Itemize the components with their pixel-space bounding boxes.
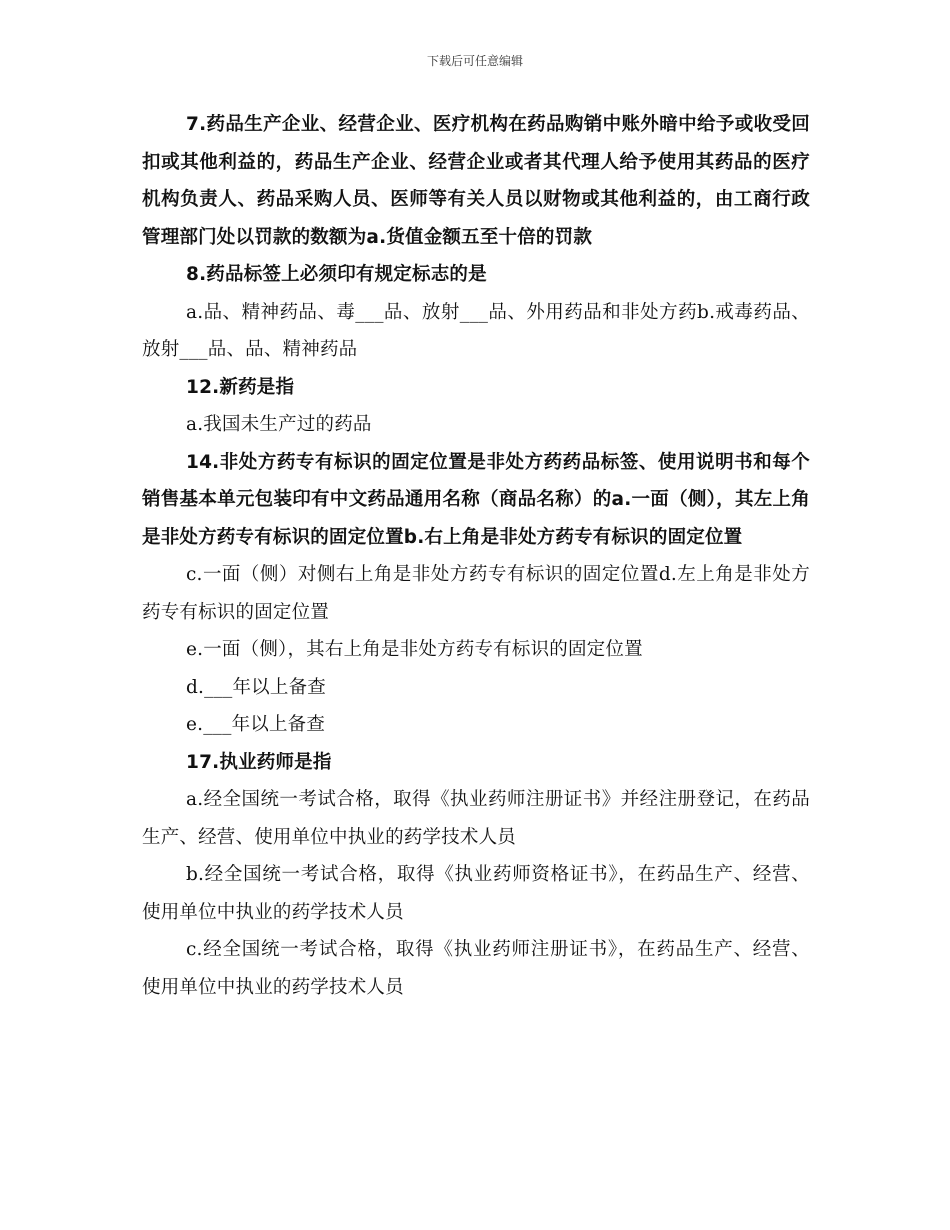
question-8: 8.药品标签上必须印有规定标志的是	[186, 264, 487, 285]
answer-8: a.品、精神药品、毒___品、放射___品、外用药品和非处方药b.戒毒药品、放射___品、品、精神药品	[142, 301, 810, 360]
answer-14-e: e.一面（侧），其右上角是非处方药专有标识的固定位置	[186, 639, 643, 660]
answer-17-a: a.经全国统一考试合格，取得《执业药师注册证书》并经注册登记，在药品生产、经营、使用单位中执业的药学技术人员	[142, 789, 810, 848]
page-header: 下载后可任意编辑	[426, 54, 523, 68]
answer-17-c: c.经全国统一考试合格，取得《执业药师注册证书》，在药品生产、经营、使用单位中执业的药学技术人员	[142, 939, 810, 998]
document-body	[142, 106, 810, 1006]
answer-14-c-d: c.一面（侧）对侧右上角是非处方药专有标识的固定位置d.左上角是非处方药专有标识的固定位置	[142, 564, 810, 623]
question-12: 12.新药是指	[186, 376, 295, 398]
option-e: e.___年以上备查	[186, 714, 326, 735]
question-14: 14.非处方药专有标识的固定位置是非处方药药品标签、使用说明书和每个销售基本单元包装印有中文药品通用名称（商品名称）的a.一面（侧），其左上角是非处方药专有标识的固定位置b.右上角是非处方药专有标识的固定位置	[142, 451, 810, 548]
option-d: d.___年以上备查	[186, 676, 326, 698]
answer-12: a.我国未生产过的药品	[186, 414, 372, 435]
question-7: 7.药品生产企业、经营企业、医疗机构在药品购销中账外暗中给予或收受回扣或其他利益的，药品生产企业、经营企业或者其代理人给予使用其药品的医疗机构负责人、药品采购人员、医师等有关人员以财物或其他利益的，由工商行政管理部门处以罚款的数额为a.货值金额五至十倍的罚款	[142, 114, 810, 248]
question-17: 17.执业药师是指	[186, 751, 332, 773]
answer-17-b: b.经全国统一考试合格，取得《执业药师资格证书》，在药品生产、经营、使用单位中执业的药学技术人员	[142, 864, 810, 923]
